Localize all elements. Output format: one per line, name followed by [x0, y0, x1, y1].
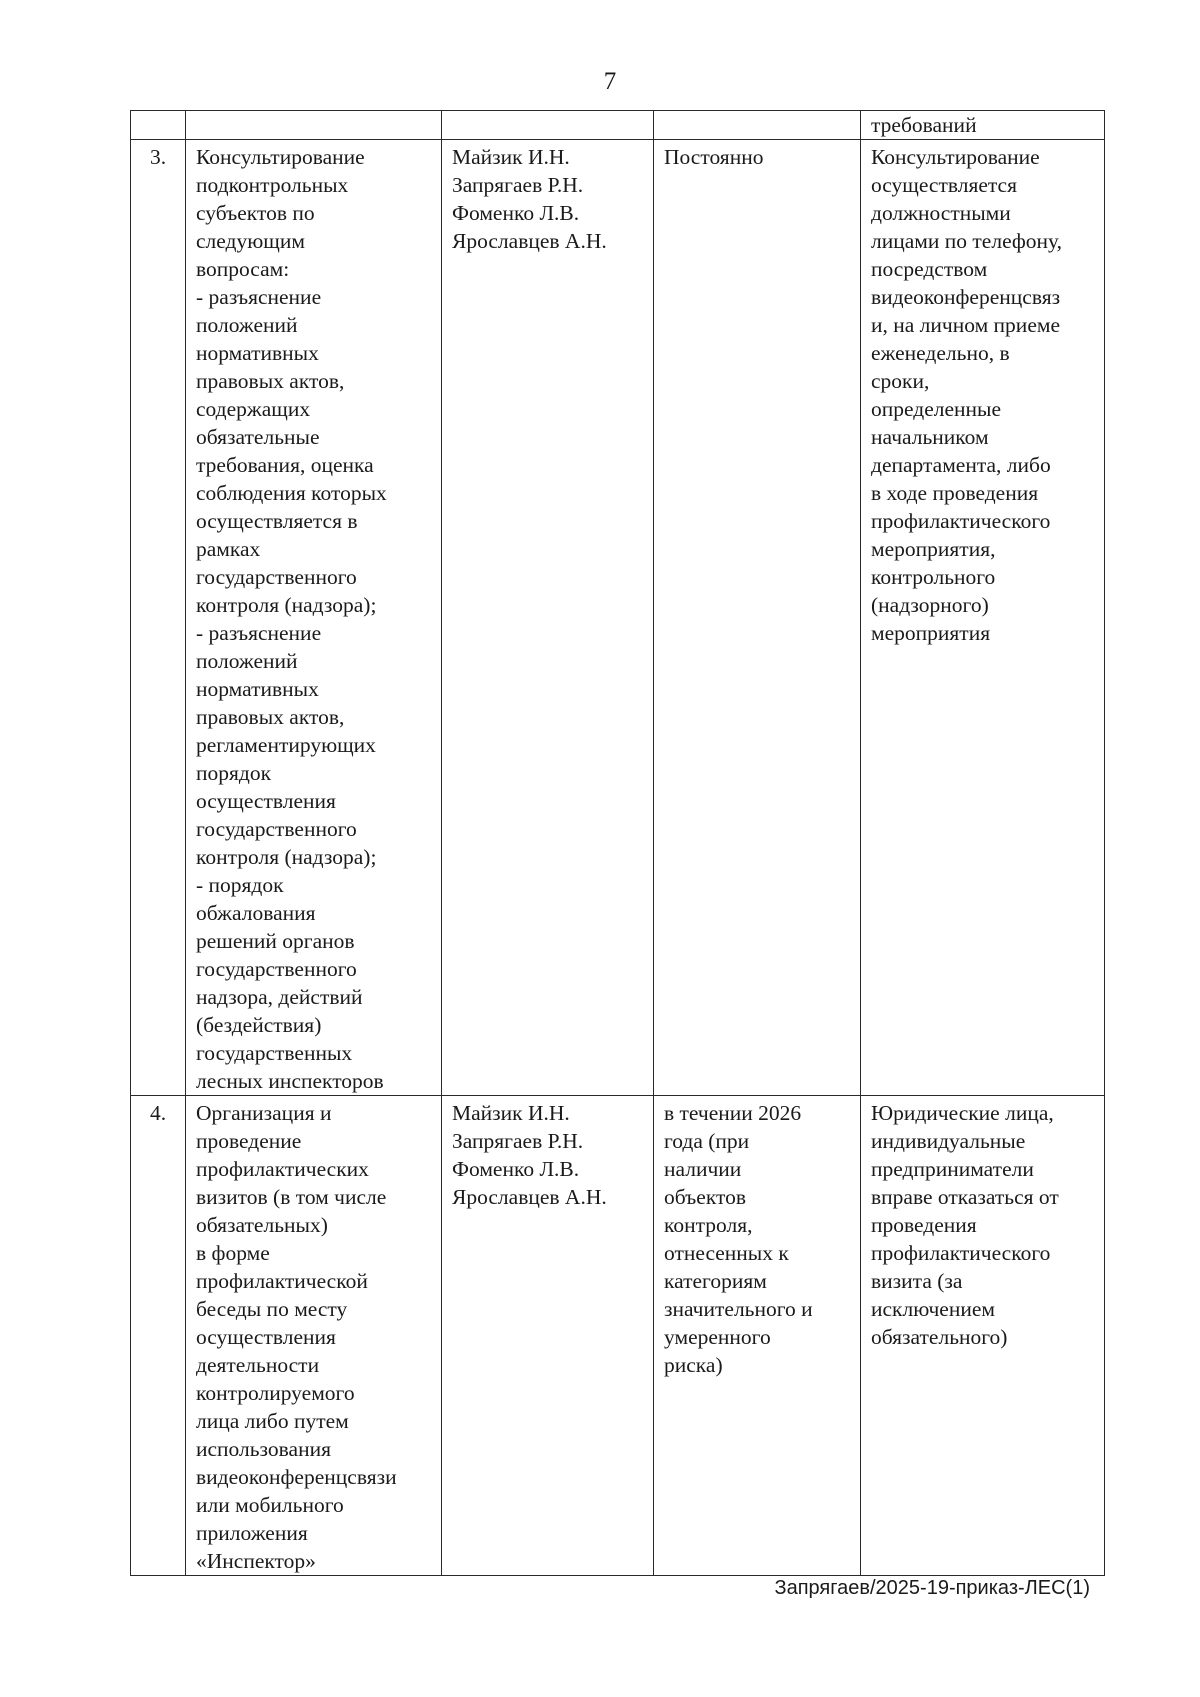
cell-responsible: Майзик И.Н. Запрягаев Р.Н. Фоменко Л.В. Ярославцев А.Н.: [442, 1096, 654, 1576]
cell-timing: в течении 2026 года (при наличии объектов контроля, отнесенных к категориям значительного и умеренного риска): [654, 1096, 861, 1576]
cell-notes: требований: [861, 111, 1105, 140]
table-row: [131, 1096, 1105, 1576]
cell-timing: Постоянно: [654, 140, 861, 1096]
cell-activity: Организация и проведение профилактических визитов (в том числе обязательных) в форме профилактической беседы по месту осуществления деятельности контролируемого лица либо путем использования видеоконференцсвязи или мобильного приложения «Инспектор»: [186, 1096, 442, 1576]
cell-number: [131, 111, 186, 140]
cell-activity: [186, 111, 442, 140]
table-row: [131, 140, 1105, 1096]
cell-notes: Юридические лица, индивидуальные предприниматели вправе отказаться от проведения профилактического визита (за исключением обязательного): [861, 1096, 1105, 1576]
cell-responsible: Майзик И.Н. Запрягаев Р.Н. Фоменко Л.В. Ярославцев А.Н.: [442, 140, 654, 1096]
cell-responsible: [442, 111, 654, 140]
page-number: 7: [603, 68, 617, 95]
cell-activity: Консультирование подконтрольных субъектов по следующим вопросам: - разъяснение положений нормативных правовых актов, содержащих обязательные требования, оценка соблюдения которых осуществляется в рамках государственного контроля (надзора); - разъяснение положений нормативных правовых актов, регламентирующих порядок осуществления государственного контроля (надзора); - порядок обжалования решений органов государственного надзора, действий (бездействия) государственных лесных инспекторов: [186, 140, 442, 1096]
cell-timing: [654, 111, 861, 140]
activities-table: [130, 110, 1105, 1576]
cell-number: 4.: [131, 1096, 186, 1576]
table-row: [131, 111, 1105, 140]
cell-number: 3.: [131, 140, 186, 1096]
cell-notes: Консультирование осуществляется должностными лицами по телефону, посредством видеоконференцсвяз и, на личном приеме еженедельно, в сроки, определенные начальником департамента, либо в ходе проведения профилактического мероприятия, контрольного (надзорного) мероприятия: [861, 140, 1105, 1096]
document-footer-id: Запрягаев/2025-19-приказ-ЛЕС(1): [774, 1577, 1090, 1599]
